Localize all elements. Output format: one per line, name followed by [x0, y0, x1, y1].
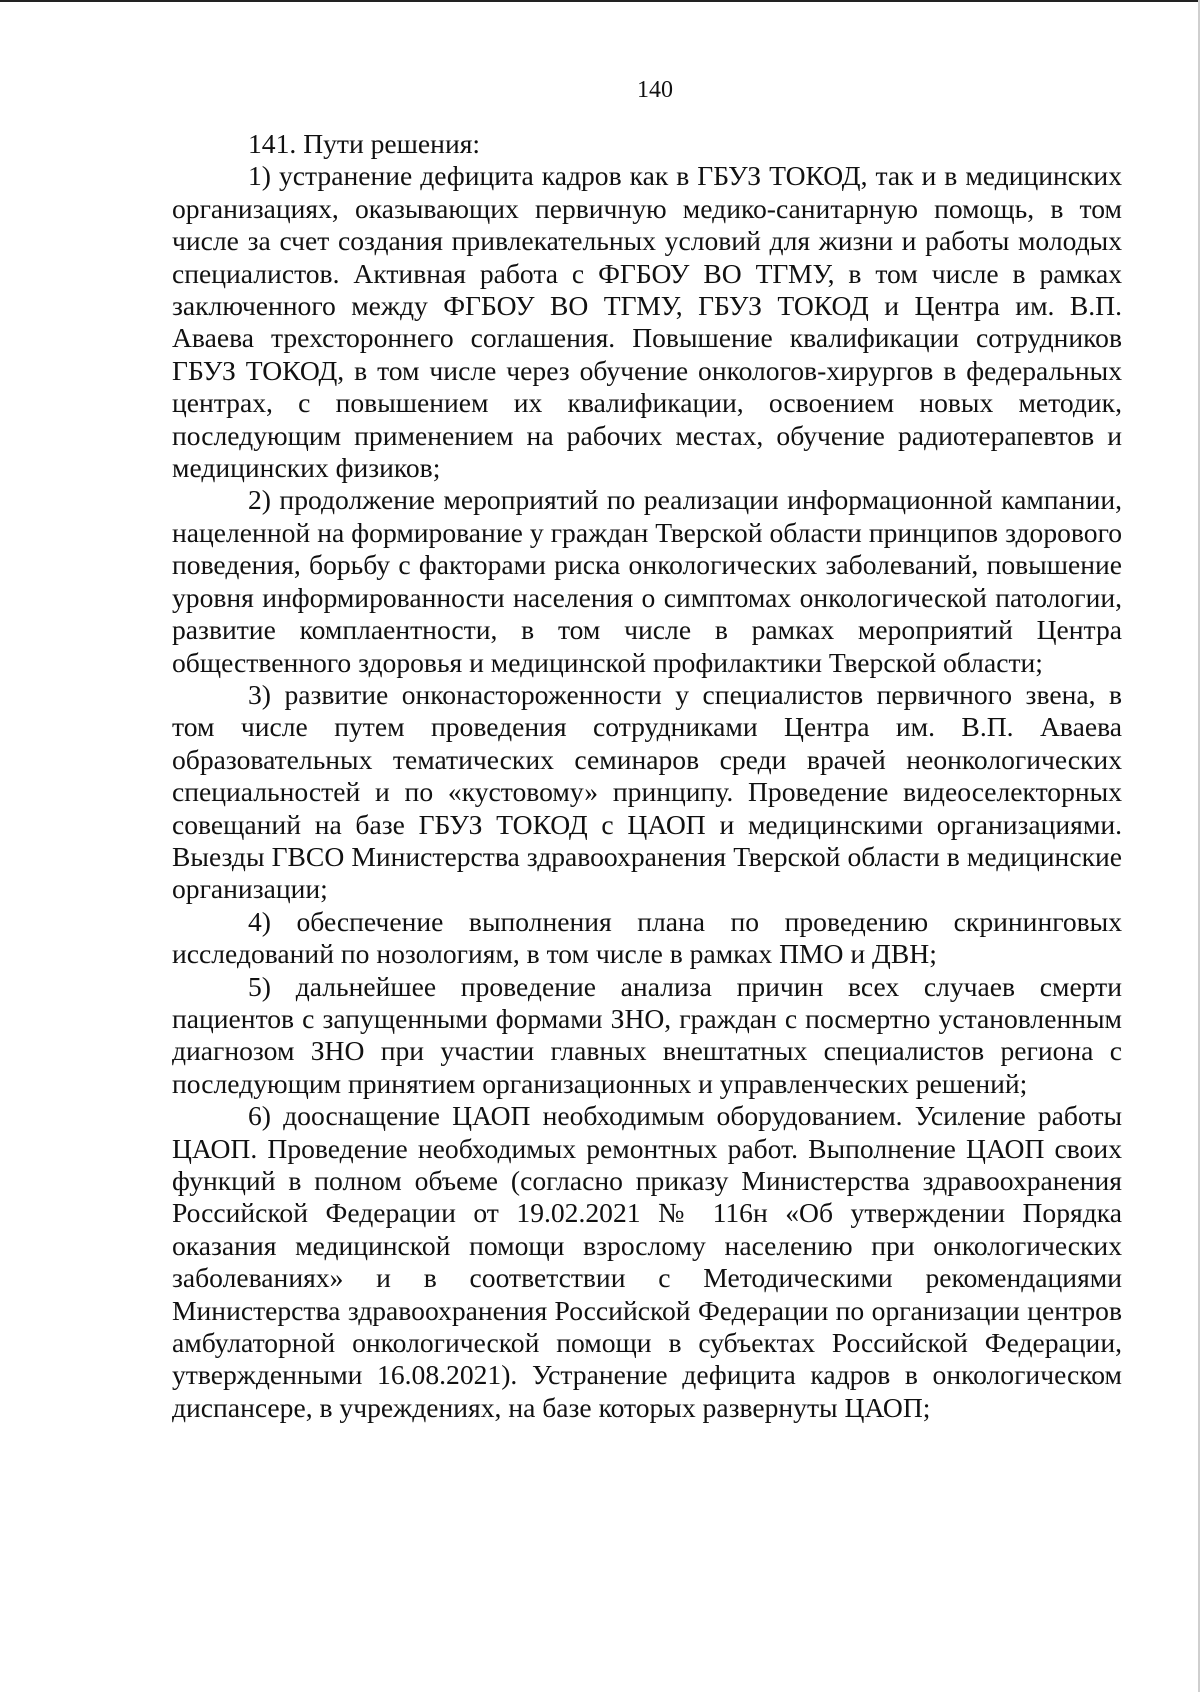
list-item-1: 1) устранение дефицита кадров как в ГБУЗ ТОКОД, так и в медицинских организациях, оказывающих первичную медико-санитарную помощь, в том числе за счет создания привлекательных условий для жизни и работы молодых специалистов. Активная работа с ФГБОУ ВО ТГМУ, в том числе в рамках заключенного между ФГБОУ ВО ТГМУ, ГБУЗ ТОКОД и Центра им. В.П. Аваева трехстороннего соглашения. Повышение квалификации сотрудников ГБУЗ ТОКОД, в том числе через обучение онкологов-хирургов в федеральных центрах, с повышением их квалификации, освоением новых методик, последующим применением на рабочих местах, обучение радиотерапевтов и медицинских физиков; — [172, 160, 1122, 484]
list-item-3: 3) развитие онконастороженности у специалистов первичного звена, в том числе путем проведения сотрудниками Центра им. В.П. Аваева образовательных тематических семинаров среди врачей неонкологических специальностей и по «кустовому» принципу. Проведение видеоселекторных совещаний на базе ГБУЗ ТОКОД с ЦАОП и медицинскими организациями. Выезды ГВСО Министерства здравоохранения Тверской области в медицинские организации; — [172, 678, 1122, 905]
page-number: 140 — [637, 77, 673, 103]
document-body — [172, 128, 1122, 1424]
scan-edge-top — [0, 0, 1200, 2]
list-item-6: 6) дооснащение ЦАОП необходимым оборудованием. Усиление работы ЦАОП. Проведение необходимых ремонтных работ. Выполнение ЦАОП своих функций в полном объеме (согласно приказу Министерства здравоохранения Российской Федерации от 19.02.2021 № 116н «Об утверждении Порядка оказания медицинской помощи взрослому населению при онкологических заболеваниях» и в соответствии с Методическими рекомендациями Министерства здравоохранения Российской Федерации по организации центров амбулаторной онкологической помощи в субъектах Российской Федерации, утвержденными 16.08.2021). Устранение дефицита кадров в онкологическом диспансере, в учреждениях, на базе которых развернуты ЦАОП; — [172, 1100, 1122, 1423]
list-item-5: 5) дальнейшее проведение анализа причин всех случаев смерти пациентов с запущенными формами ЗНО, граждан с посмертно установленным диагнозом ЗНО при участии главных внештатных специалистов региона с последующим принятием организационных и управленческих решений; — [172, 970, 1122, 1099]
list-item-2: 2) продолжение мероприятий по реализации информационной кампании, нацеленной на формирование у граждан Тверской области принципов здорового поведения, борьбу с факторами риска онкологических заболеваний, повышение уровня информированности населения о симптомах онкологической патологии, развитие комплаентности, в том числе в рамках мероприятий Центра общественного здоровья и медицинской профилактики Тверской области; — [172, 484, 1122, 678]
section-heading: 141. Пути решения: — [248, 128, 481, 159]
list-item-4: 4) обеспечение выполнения плана по проведению скрининговых исследований по нозологиям, в том числе в рамках ПМО и ДВН; — [172, 905, 1122, 970]
